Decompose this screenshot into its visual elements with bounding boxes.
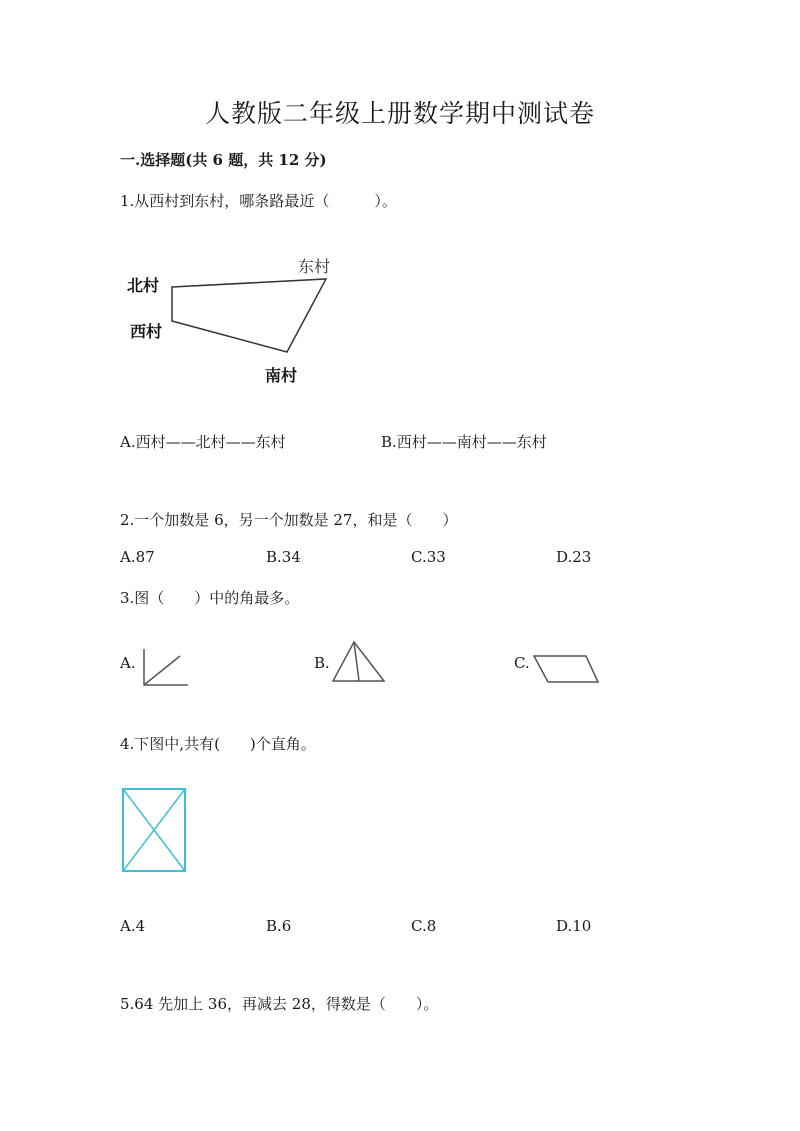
q3-option-c[interactable]: C. bbox=[514, 654, 530, 672]
question-5-text: 5.64 先加上 36，再减去 28，得数是（ ）。 bbox=[120, 995, 439, 1013]
angle-figure-a bbox=[138, 643, 198, 693]
village-route-outline bbox=[172, 279, 326, 352]
section-heading: 一.选择题(共 6 题，共 12 分) bbox=[120, 151, 327, 169]
rectangle-diagonals-figure bbox=[120, 786, 190, 876]
q1-option-b[interactable]: B.西村——南村——东村 bbox=[381, 433, 547, 451]
map-label-south: 南村 bbox=[265, 366, 298, 385]
question-1-text: 1.从西村到东村，哪条路最近（ ）。 bbox=[120, 192, 397, 210]
q2-option-d[interactable]: D.23 bbox=[556, 548, 592, 566]
q4-option-b[interactable]: B.6 bbox=[266, 917, 292, 935]
q3-option-a[interactable]: A. bbox=[120, 654, 136, 672]
question-2-text: 2.一个加数是 6，另一个加数是 27，和是（ ） bbox=[120, 511, 458, 529]
triangle-figure-b bbox=[328, 638, 388, 688]
question-4-text: 4.下图中,共有( )个直角。 bbox=[120, 735, 316, 753]
q4-option-a[interactable]: A.4 bbox=[120, 917, 146, 935]
q2-option-a[interactable]: A.87 bbox=[120, 548, 155, 566]
q4-option-d[interactable]: D.10 bbox=[556, 917, 592, 935]
q4-option-c[interactable]: C.8 bbox=[411, 917, 437, 935]
q2-option-b[interactable]: B.34 bbox=[266, 548, 301, 566]
map-label-east: 东村 bbox=[298, 257, 331, 276]
q3-option-b[interactable]: B. bbox=[314, 654, 330, 672]
parallelogram-figure-c bbox=[530, 650, 610, 690]
question-3-text: 3.图（ ）中的角最多。 bbox=[120, 589, 300, 607]
map-label-west: 西村 bbox=[130, 322, 163, 341]
page-title: 人教版二年级上册数学期中测试卷 bbox=[204, 99, 595, 128]
map-label-north: 北村 bbox=[127, 276, 160, 295]
q1-option-a[interactable]: A.西村——北村——东村 bbox=[120, 433, 286, 451]
q2-option-c[interactable]: C.33 bbox=[411, 548, 446, 566]
